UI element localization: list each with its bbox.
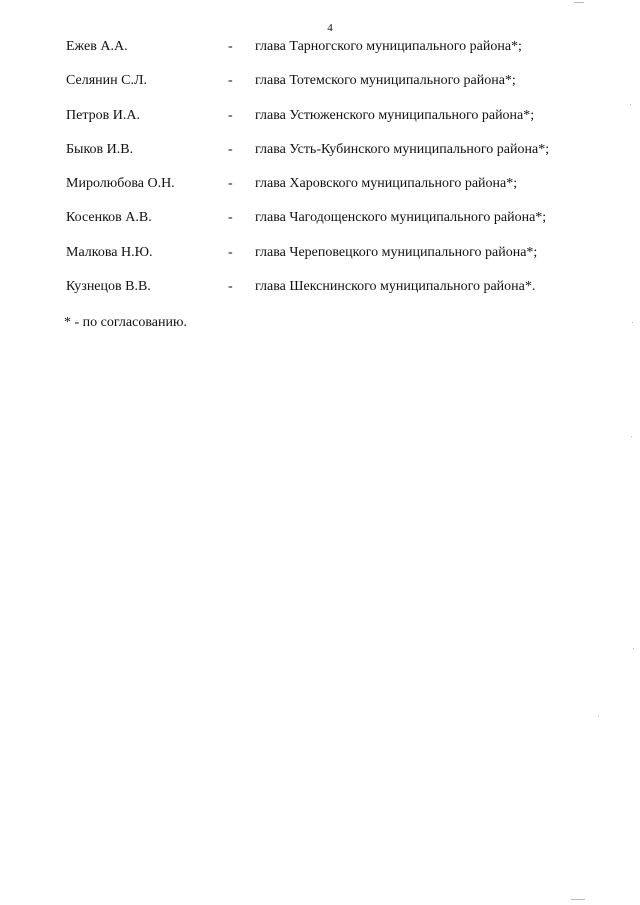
member-dash: - [228, 176, 233, 192]
member-role: глава Усть-Кубинского муниципального района*; [255, 141, 550, 157]
member-row [66, 71, 626, 105]
member-dash: - [228, 39, 233, 54]
footnote: * - по согласованию. [64, 315, 187, 330]
member-row [66, 243, 626, 277]
page-number: 4 [327, 22, 333, 34]
member-name: Селянин С.Л. [66, 73, 147, 89]
scan-speck [574, 2, 584, 3]
scan-speck [632, 322, 633, 323]
member-role: глава Тарногского муниципального района*; [255, 39, 522, 54]
member-row [66, 174, 626, 208]
scan-speck [633, 648, 634, 649]
member-dash: - [228, 73, 233, 89]
member-row [66, 140, 626, 174]
member-list [66, 37, 626, 311]
member-role: глава Тотемского муниципального района*; [255, 73, 516, 89]
member-role: глава Устюженского муниципального района*; [255, 107, 535, 123]
member-name: Петров И.А. [66, 107, 140, 123]
scan-speck [571, 899, 585, 900]
member-name: Ежев А.А. [66, 39, 128, 54]
scan-speck [630, 104, 631, 105]
member-name: Косенков А.В. [66, 210, 152, 226]
member-dash: - [228, 141, 233, 157]
member-dash: - [228, 244, 233, 260]
member-role: глава Шекснинского муниципального района*. [255, 279, 536, 295]
member-name: Быков И.В. [66, 141, 134, 157]
member-row [66, 37, 626, 71]
member-name: Малкова Н.Ю. [66, 244, 153, 260]
member-name: Кузнецов В.В. [66, 279, 151, 295]
member-role: глава Череповецкого муниципального района*; [255, 244, 538, 260]
member-row [66, 277, 626, 311]
scan-speck [598, 716, 599, 717]
member-role: глава Харовского муниципального района*; [255, 176, 518, 192]
member-row [66, 106, 626, 140]
member-dash: - [228, 279, 233, 295]
member-dash: - [228, 210, 233, 226]
member-dash: - [228, 107, 233, 123]
member-role: глава Чагодощенского муниципального района*; [255, 210, 547, 226]
member-name: Миролюбова О.Н. [66, 176, 175, 192]
member-row [66, 208, 626, 242]
scan-speck [631, 436, 632, 437]
